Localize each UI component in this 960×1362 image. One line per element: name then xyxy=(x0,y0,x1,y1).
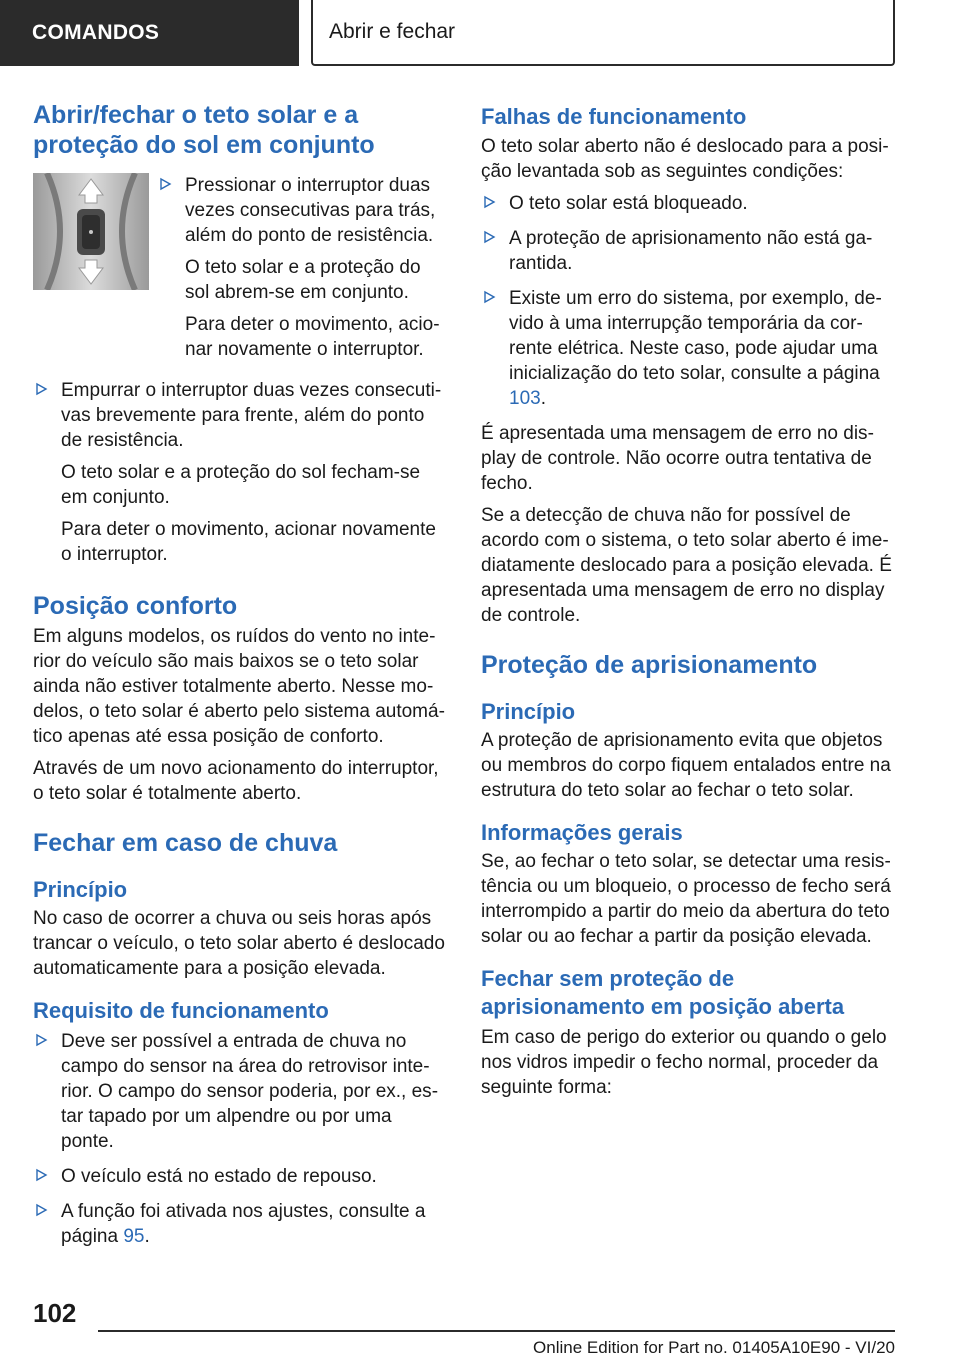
page-number: 102 xyxy=(33,1298,77,1328)
list-item xyxy=(33,1199,448,1249)
rain-paragraph: No caso de ocorrer a chuva ou seis horas após trancar o veículo, o teto solar aberto é deslocado automaticamente para a posição elevada. xyxy=(33,908,445,979)
heading-sunroof-together: Abrir/fechar o teto solar e a proteção do sol em conjunto xyxy=(33,101,375,159)
comfort-paragraph-2: Através de um novo acionamento do interruptor, o teto solar é totalmente aberto. xyxy=(33,758,439,804)
list-item xyxy=(33,1164,448,1189)
sunroof-switch-figure xyxy=(33,173,149,290)
step-text: Pressionar o interruptor duas vezes consecutivas para trás, além do ponto de resistência. xyxy=(185,175,436,246)
triangle-right-outline-icon xyxy=(34,382,48,396)
heading-requirement: Requisito de funcionamento xyxy=(33,998,329,1023)
triangle-right-outline-icon xyxy=(482,230,496,244)
step-subtext: O teto solar e a proteção do sol fecham-se em conjunto. xyxy=(61,462,421,508)
step-text: Empurrar o interruptor duas vezes consecutivas brevemente para frente, além do ponto de resistência. xyxy=(61,380,442,451)
right-column xyxy=(481,103,896,1107)
heading-close-without-protection: Fechar sem proteção de aprisionamento em posição aberta xyxy=(481,966,845,1019)
list-item xyxy=(157,173,448,362)
triangle-right-outline-icon xyxy=(34,1168,48,1182)
topic-label: Abrir e fechar xyxy=(311,0,895,66)
pinch-paragraph: A proteção de aprisionamento evita que objetos ou membros do corpo fiquem entalados entre na estrutura do teto solar ao fechar o teto solar. xyxy=(481,730,891,801)
heading-rain: Fechar em caso de chuva xyxy=(33,829,338,857)
requirement-list xyxy=(33,1029,448,1249)
requirement-text: Deve ser possível a entrada de chuva no campo do sensor na área do retrovisor interior. O campo do sensor poderia, por ex., estar tapado por um alpendre ou por uma ponte. xyxy=(61,1031,439,1152)
list-item xyxy=(33,378,448,567)
edition-text: Online Edition for Part no. 01405A10E90 - VI/20 xyxy=(533,1338,895,1357)
page-link-103[interactable]: 103 xyxy=(509,388,541,409)
page-header xyxy=(0,0,960,66)
footer-divider xyxy=(98,1330,895,1332)
close-paragraph: Em caso de perigo do exterior ou quando o gelo nos vidros impedir o fecho normal, proceder da seguinte forma: xyxy=(481,1027,887,1098)
comfort-paragraph: Em alguns modelos, os ruídos do vento no interior do veículo são mais baixos se o teto solar ainda não estiver totalmente aberto. Nesse modelos, o teto solar é aberto pelo sistema automático apenas até essa posição de conforto. xyxy=(33,626,445,747)
triangle-right-outline-icon xyxy=(482,290,496,304)
step-subtext: Para deter o movimento, acionar novamente o interruptor. xyxy=(185,314,440,360)
heading-faults: Falhas de funcionamento xyxy=(481,104,747,129)
requirement-text: A função foi ativada nos ajustes, consulte a página xyxy=(61,1201,426,1247)
heading-principle-right: Princípio xyxy=(481,699,576,724)
heading-general-info: Informações gerais xyxy=(481,820,683,845)
fault-text: Existe um erro do sistema, por exemplo, devido à uma interrupção temporária da corrente elétrica. Neste caso, pode ajudar uma inicialização do teto solar, consulte a página xyxy=(509,288,882,384)
list-item xyxy=(481,286,896,411)
triangle-right-outline-icon xyxy=(34,1203,48,1217)
list-item xyxy=(33,1029,448,1154)
heading-principle: Princípio xyxy=(33,877,128,902)
left-column xyxy=(33,100,448,1259)
step-subtext: O teto solar e a proteção do sol abrem-se em conjunto. xyxy=(185,257,421,303)
requirement-text: O veículo está no estado de repouso. xyxy=(61,1166,377,1187)
fault-list xyxy=(481,191,896,411)
faults-paragraph-2: É apresentada uma mensagem de erro no display de controle. Não ocorre outra tentativa de fecho. xyxy=(481,423,874,494)
page-link-95[interactable]: 95 xyxy=(123,1226,145,1247)
heading-comfort: Posição conforto xyxy=(33,592,238,620)
figure-row xyxy=(33,173,448,372)
triangle-right-outline-icon xyxy=(34,1033,48,1047)
step-subtext: Para deter o movimento, acionar novamente o interruptor. xyxy=(61,519,436,565)
triangle-right-outline-icon xyxy=(158,177,172,191)
section-label: COMANDOS xyxy=(0,0,299,66)
fault-text: O teto solar está bloqueado. xyxy=(509,193,748,214)
list-item xyxy=(481,226,896,276)
heading-pinch-protection: Proteção de aprisionamento xyxy=(481,651,818,679)
faults-paragraph-3: Se a detecção de chuva não for possível de acordo com o sistema, o teto solar aberto é imediatamente deslocado para a posição elevada. É apresentada uma mensagem de erro no display de controle. xyxy=(481,505,892,626)
general-paragraph: Se, ao fechar o teto solar, se detectar uma resistência ou um bloqueio, o processo de fecho será interrompido a partir do meio da abertura do teto solar ou ao fechar a partir da posição elevada. xyxy=(481,851,891,947)
figure-steps xyxy=(157,173,448,372)
push-steps xyxy=(33,378,448,567)
requirement-suffix: . xyxy=(144,1226,150,1247)
fault-text: A proteção de aprisionamento não está garantida. xyxy=(509,228,873,274)
sunroof-switch-illustration xyxy=(33,173,149,290)
triangle-right-outline-icon xyxy=(482,195,496,209)
fault-suffix: . xyxy=(540,388,546,409)
list-item xyxy=(481,191,896,216)
faults-paragraph: O teto solar aberto não é deslocado para a posição levantada sob as seguintes condições: xyxy=(481,136,889,182)
